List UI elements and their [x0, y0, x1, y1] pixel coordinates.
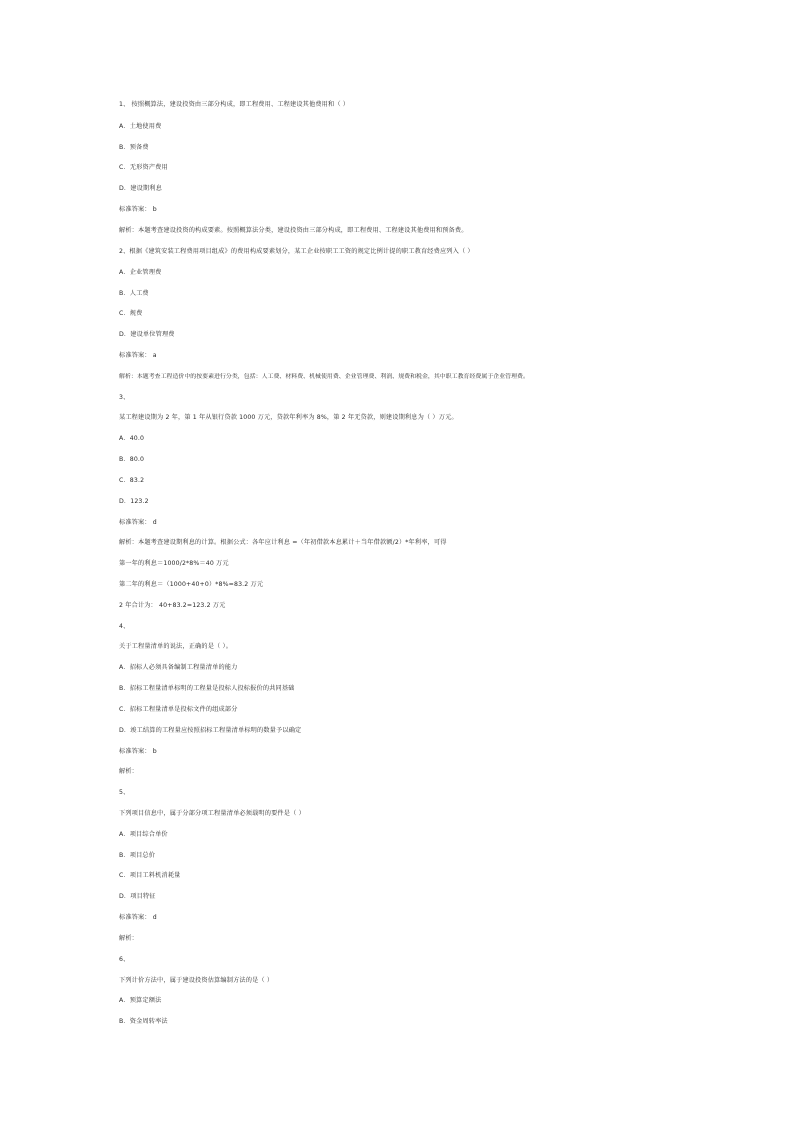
question-4-option-c: C．招标工程量清单是投标文件的组成部分: [119, 706, 238, 713]
question-1-option-d: D．建设期利息: [119, 185, 162, 192]
question-3-option-a: A．40.0: [119, 435, 145, 442]
question-5-stem: 下列项目信息中，属于分部分项工程量清单必须载明的要件是（ ）: [119, 810, 305, 817]
question-2-option-a: A．企业管理费: [119, 269, 162, 276]
question-3-option-d: D．123.2: [119, 498, 149, 505]
question-5-explanation: 解析：: [119, 935, 139, 942]
question-4-option-a: A．招标人必须具备编制工程量清单的能力: [119, 664, 238, 671]
question-5-answer: 标准答案： d: [119, 914, 157, 921]
question-3-explanation: 解析：本题考查建设期利息的计算。根据公式：各年应计利息 =（年初借款本息累计＋当年借款额/2）*年利率，可得: [119, 539, 447, 546]
question-1-stem: 1、 按照概算法，建设投资由三部分构成，即工程费用、工程建设其他费用和（ ）: [119, 101, 350, 108]
question-5-number: 5、: [119, 789, 130, 796]
question-6-stem: 下列计价方法中，属于建设投资估算编制方法的是（ ）: [119, 977, 274, 984]
question-6-option-b: B．资金周转率法: [119, 1018, 168, 1025]
question-4-explanation: 解析：: [119, 768, 139, 775]
question-3-option-b: B．80.0: [119, 456, 145, 463]
question-2-explanation: 解析：本题考查工程造价中的按要素进行分类，包括：人工费、材料费、机械使用费、企业管理费、利润、规费和税金，其中职工教育经费属于企业管理费。: [119, 374, 529, 380]
question-6-number: 6、: [119, 956, 130, 963]
question-3-option-c: C．83.2: [119, 477, 145, 484]
question-3-calc-total: 2 年合计为： 40+83.2=123.2 万元: [119, 602, 226, 609]
question-1-answer: 标准答案： b: [119, 206, 157, 213]
question-2-answer: 标准答案： a: [119, 352, 157, 359]
question-3-number: 3、: [119, 394, 130, 401]
question-3-calc-year-1: 第一年的利息＝1000/2*8%＝40 万元: [119, 560, 229, 567]
question-3-answer: 标准答案： d: [119, 519, 157, 526]
question-4-answer: 标准答案： b: [119, 748, 157, 755]
question-1-option-b: B．预备费: [119, 144, 149, 151]
question-5-option-b: B．项目总价: [119, 852, 156, 859]
question-4-option-b: B．招标工程量清单标明的工程量是投标人投标报价的共同基础: [119, 685, 295, 692]
question-2-stem: 2、根据《建筑安装工程费用项目组成》的费用构成要素划分，某工企业按职工工资的规定比例计提的职工教育经费应列入（ ）: [119, 248, 474, 255]
question-5-option-c: C．项目工料机消耗量: [119, 872, 181, 879]
question-3-calc-year-2: 第二年的利息＝（1000+40+0）*8%=83.2 万元: [119, 581, 264, 588]
question-1-option-a: A．土地使用费: [119, 123, 162, 130]
question-2-option-d: D．建设单位管理费: [119, 331, 175, 338]
question-4-option-d: D．竣工结算的工程量应按照招标工程量清单标明的数量予以确定: [119, 727, 302, 734]
question-5-option-a: A．项目综合单价: [119, 831, 168, 838]
question-3-stem: 某工程建设期为 2 年，第 1 年从银行贷款 1000 万元，贷款年利率为 8%，第 2 年无贷款，则建设期利息为（ ）万元。: [119, 414, 458, 421]
question-2-option-c: C．规费: [119, 310, 143, 317]
question-4-number: 4、: [119, 623, 130, 630]
question-6-option-a: A．预算定额法: [119, 997, 162, 1004]
question-1-explanation: 解析：本题考查建设投资的构成要素。按照概算法分类，建设投资由三部分构成，即工程费用、工程建设其他费用和预备费。: [119, 227, 468, 234]
question-2-option-b: B．人工费: [119, 290, 149, 297]
question-4-stem: 关于工程量清单的说法，正确的是（ ）。: [119, 643, 233, 650]
question-1-option-c: C．无形资产费用: [119, 164, 168, 171]
question-5-option-d: D．项目特征: [119, 893, 156, 900]
